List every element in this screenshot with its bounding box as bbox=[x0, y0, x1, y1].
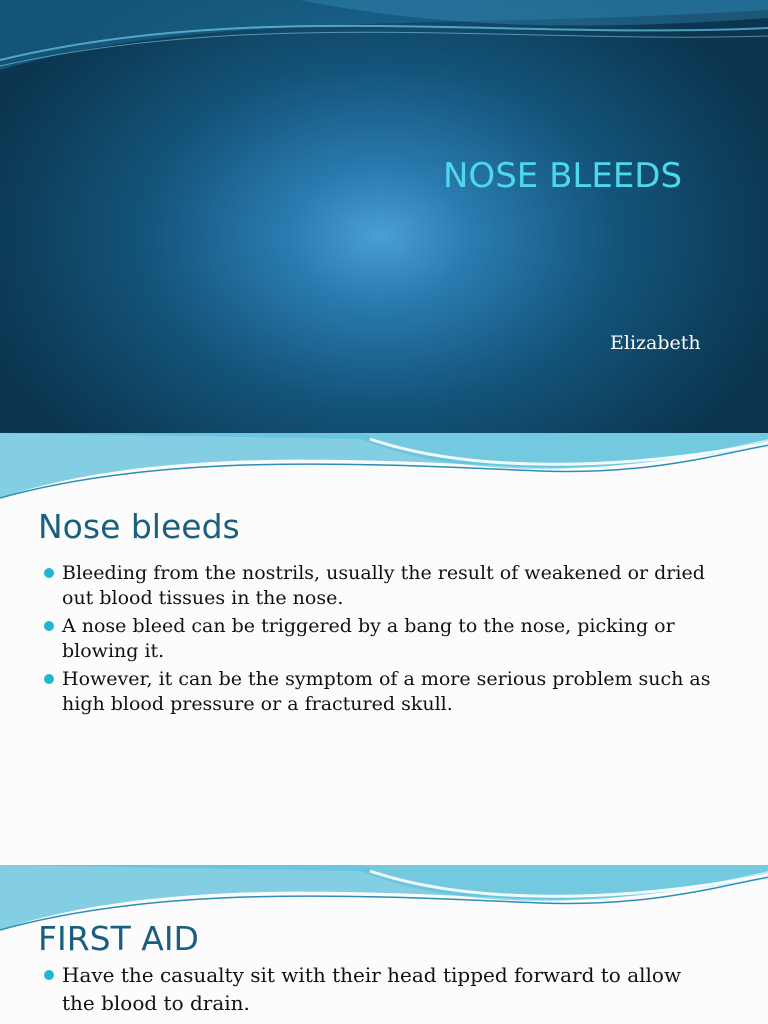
list-item: Have the casualty sit with their head tipped forward to allow the blood to drain. bbox=[44, 961, 712, 1017]
slide-heading: FIRST AID bbox=[38, 919, 199, 958]
content-slide-first-aid bbox=[0, 865, 768, 1024]
author-name: Elizabeth bbox=[610, 332, 701, 354]
content-slide-nose-bleeds bbox=[0, 433, 768, 865]
bullet-dot-icon bbox=[44, 621, 54, 631]
bullet-dot-icon bbox=[44, 970, 54, 980]
bullet-list bbox=[44, 561, 712, 720]
bullet-dot-icon bbox=[44, 674, 54, 684]
decorative-swoosh bbox=[0, 0, 768, 80]
title-slide bbox=[0, 0, 768, 433]
list-item: A nose bleed can be triggered by a bang to the nose, picking or blowing it. bbox=[44, 614, 712, 664]
list-item: Bleeding from the nostrils, usually the result of weakened or dried out blood tissues in the nose. bbox=[44, 561, 712, 611]
bullet-dot-icon bbox=[44, 568, 54, 578]
decorative-wave bbox=[0, 433, 768, 503]
list-item: However, it can be the symptom of a more serious problem such as high blood pressure or a fractured skull. bbox=[44, 667, 712, 717]
bullet-list bbox=[44, 961, 712, 1020]
slide-heading: Nose bleeds bbox=[38, 507, 240, 546]
slide-title: NOSE BLEEDS bbox=[443, 156, 683, 196]
